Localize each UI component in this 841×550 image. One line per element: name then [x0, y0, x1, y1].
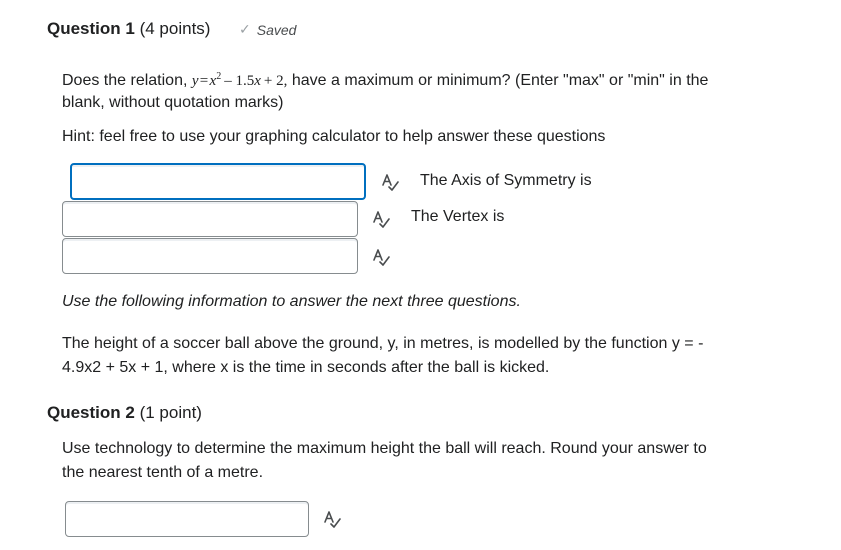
- equation: y = $x^2 - 1.5x + 2$,: [191, 71, 288, 89]
- check-icon: ✓: [239, 21, 251, 37]
- prompt-line-2: blank, without quotation marks): [62, 94, 284, 111]
- scenario-text: [62, 332, 822, 380]
- answer-field-3[interactable]: [62, 238, 358, 274]
- question-1-header: [47, 19, 210, 39]
- question-2-prompt: [62, 437, 822, 485]
- answer-field-2[interactable]: [62, 201, 358, 237]
- scenario-line-2: 4.9x2 + 5x + 1, where x is the time in seconds after the ball is kicked.: [62, 359, 550, 376]
- saved-label: Saved: [256, 21, 297, 38]
- answer-field-1[interactable]: [70, 163, 366, 200]
- spellcheck-icon[interactable]: [381, 173, 399, 191]
- instructions-text: Use the following information to answer the next three questions.: [62, 293, 521, 310]
- spellcheck-icon[interactable]: [323, 510, 341, 528]
- question-2-title: Question 2: [47, 403, 135, 422]
- scenario-line-1: The height of a soccer ball above the ground, y, in metres, is modelled by the function y = -: [62, 335, 704, 352]
- question-1-points: (4 points): [139, 19, 211, 38]
- saved-status: [239, 21, 296, 38]
- question-1-prompt: [62, 66, 822, 114]
- spellcheck-icon[interactable]: [372, 248, 390, 266]
- vertex-label: The Vertex is: [411, 208, 505, 225]
- spellcheck-icon[interactable]: [372, 210, 390, 228]
- question-2-header: [47, 403, 202, 423]
- axis-of-symmetry-label: The Axis of Symmetry is: [420, 172, 592, 189]
- question-2-line-2: the nearest tenth of a metre.: [62, 464, 264, 481]
- hint-text: Hint: feel free to use your graphing calculator to help answer these questions: [62, 128, 606, 145]
- question-2-line-1: Use technology to determine the maximum height the ball will reach. Round your answer to: [62, 440, 707, 457]
- question-2-points: (1 point): [139, 403, 202, 422]
- answer-field-q2[interactable]: [65, 501, 309, 537]
- question-1-title: Question 1: [47, 19, 135, 38]
- prompt-start: Does the relation,: [62, 72, 192, 89]
- prompt-end: have a maximum or minimum? (Enter "max" or "min" in the: [291, 72, 709, 89]
